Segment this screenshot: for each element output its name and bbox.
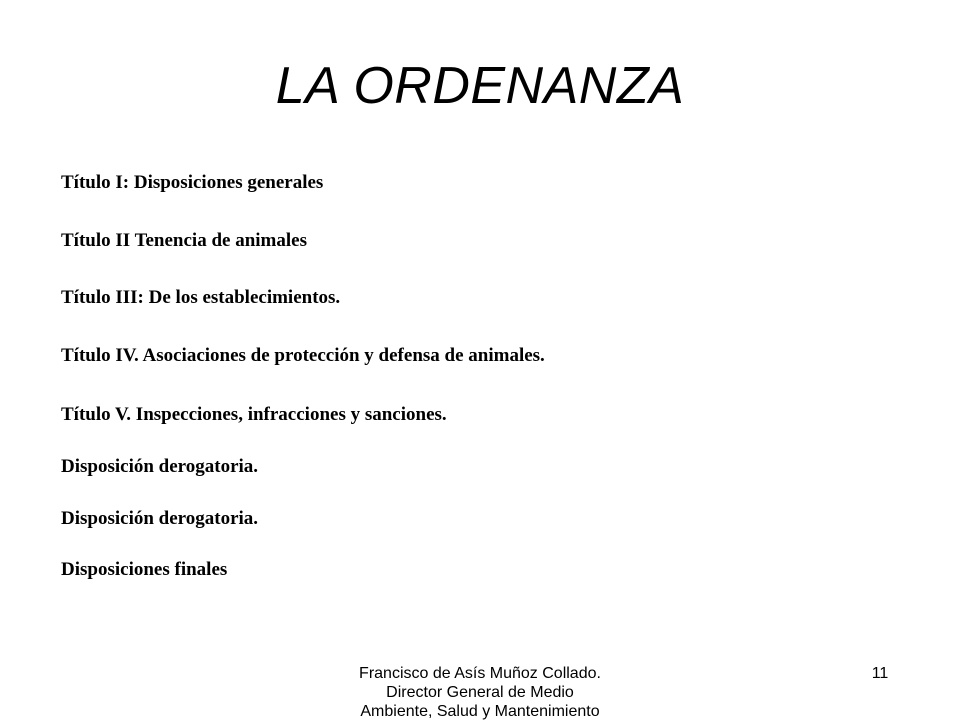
list-item-titulo-2: Título II Tenencia de animales (61, 230, 307, 251)
list-item-titulo-4: Título IV. Asociaciones de protección y defensa de animales. (61, 345, 545, 366)
list-item-titulo-5: Título V. Inspecciones, infracciones y sanciones. (61, 404, 447, 425)
slide-title: LA ORDENANZA (275, 57, 685, 115)
list-item-disposiciones-finales: Disposiciones finales (61, 559, 228, 580)
list-item-disposicion-derogatoria-1: Disposición derogatoria. (61, 456, 259, 477)
page-number: 11 (871, 665, 889, 682)
footer-line-1: Francisco de Asís Muñoz Collado. (359, 665, 601, 682)
footer-line-2: Director General de Medio (386, 684, 574, 701)
footer-line-3: Ambiente, Salud y Mantenimiento (360, 703, 600, 720)
list-item-titulo-1: Título I: Disposiciones generales (61, 172, 324, 193)
footer-author (330, 664, 630, 720)
list-item-disposicion-derogatoria-2: Disposición derogatoria. (61, 508, 259, 529)
list-item-titulo-3: Título III: De los establecimientos. (61, 287, 341, 308)
